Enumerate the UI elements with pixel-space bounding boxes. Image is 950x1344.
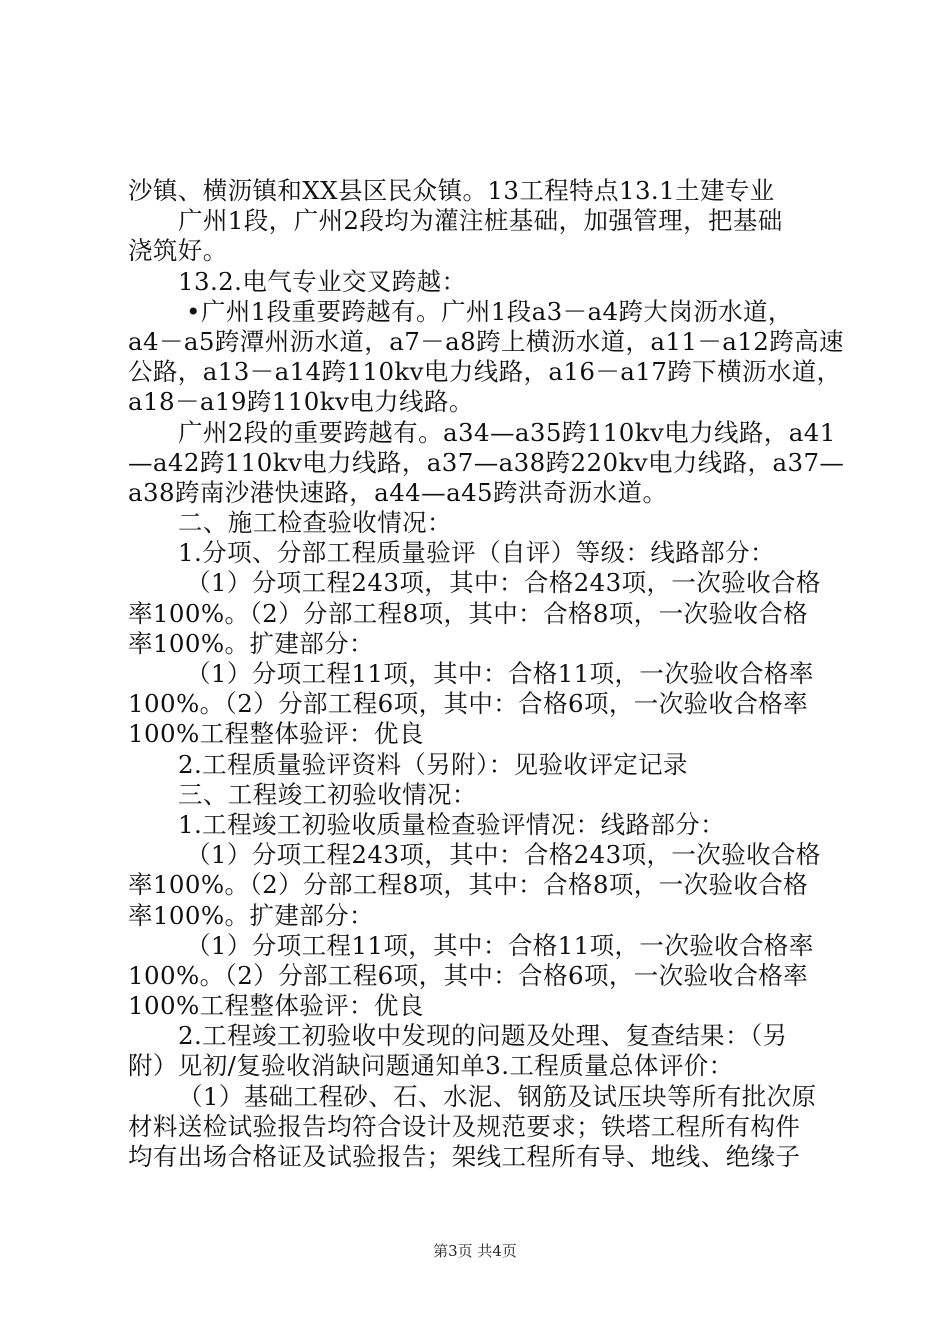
text-line: 2.工程质量验评资料（另附）：见验收评定记录	[178, 749, 688, 779]
text-line: 均有出场合格证及试验报告；架线工程所有导、地线、绝缘子	[128, 1142, 801, 1171]
text-line: 沙镇、横沥镇和XX县区民众镇。13工程特点13.1土建专业	[128, 176, 775, 205]
text-line: （1）基础工程砂、石、水泥、钢筋及试压块等所有批次原	[178, 1081, 817, 1111]
text-line: •广州1段重要跨越有。广州1段a3－a4跨大岗沥水道，	[186, 296, 793, 326]
text-line: 100%。（2）分部工程6项，其中：合格6项，一次验收合格率	[128, 960, 809, 990]
text-line: 二、施工检查验收情况：	[178, 508, 452, 538]
text-line: 广州1段，广州2段均为灌注桩基础，加强管理，把基础	[178, 206, 783, 236]
text-line: （1）分项工程243项，其中：合格243项，一次验收合格	[186, 840, 821, 870]
text-line: 三、工程竣工初验收情况：	[178, 779, 477, 809]
text-line: 浇筑好。	[128, 236, 228, 266]
document-body	[128, 176, 845, 1172]
text-line: 100%工程整体验评：优良	[128, 719, 424, 749]
text-line: a38跨南沙港快速路，a44—a45跨洪奇沥水道。	[128, 477, 668, 507]
text-line: （1）分项工程11项，其中：合格11项，一次验收合格率	[186, 930, 814, 960]
text-line: （1）分项工程11项，其中：合格11项，一次验收合格率	[186, 659, 814, 688]
text-line: 率100%。（2）分部工程8项，其中：合格8项，一次验收合格	[128, 598, 809, 628]
text-line: 1.分项、分部工程质量验评（自评）等级：线路部分：	[178, 538, 775, 568]
text-line: 率100%。（2）分部工程8项，其中：合格8项，一次验收合格	[128, 870, 809, 900]
text-line: 公路，a13－a14跨110kv电力线路，a16－a17跨下横沥水道，	[128, 357, 842, 387]
text-line: 附）见初/复验收消缺问题通知单3.工程质量总体评价：	[128, 1051, 734, 1081]
text-line: 率100%。扩建部分：	[128, 900, 374, 930]
text-line: 材料送检试验报告均符合设计及规范要求；铁塔工程所有构件	[128, 1111, 801, 1141]
text-line: 广州2段的重要跨越有。a34—a35跨110kv电力线路，a41	[178, 417, 836, 447]
text-line: 100%。（2）分部工程6项，其中：合格6项，一次验收合格率	[128, 689, 809, 719]
text-line: 率100%。扩建部分：	[128, 628, 374, 658]
text-line: 13.2.电气专业交叉跨越：	[178, 266, 467, 296]
text-line: 1.工程竣工初验收质量检查验评情况：线路部分：	[178, 809, 726, 839]
text-line: a4－a5跨潭州沥水道，a7－a8跨上横沥水道，a11－a12跨高速	[128, 326, 844, 356]
text-line: —a42跨110kv电力线路，a37—a38跨220kv电力线路，a37—	[128, 447, 845, 477]
text-line: a18－a19跨110kv电力线路。	[128, 387, 474, 417]
text-line: （1）分项工程243项，其中：合格243项，一次验收合格	[186, 568, 821, 598]
text-line: 2.工程竣工初验收中发现的问题及处理、复查结果：（另	[178, 1021, 788, 1051]
page-number: 第3页 共4页	[433, 1242, 517, 1260]
text-line: 100%工程整体验评：优良	[128, 991, 424, 1021]
